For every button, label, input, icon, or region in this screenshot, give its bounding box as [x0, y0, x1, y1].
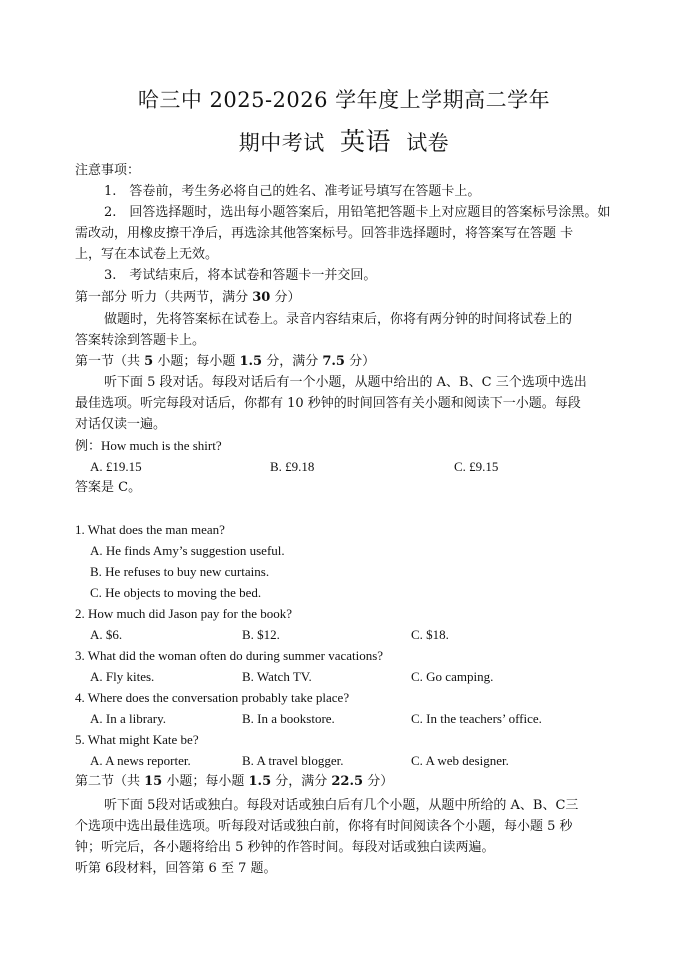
q5-option-a: A. A news reporter. [90, 753, 191, 768]
example-option-b: B. £9.18 [270, 459, 315, 474]
notice-heading: 注意事项： [75, 163, 141, 178]
notice-item-2-cont: 需改动，用橡皮擦干净后，再选涂其他答案标号。回答非选择题时，将答案写在答题 卡 [75, 226, 574, 241]
question-1: 1. What does the man mean? [75, 522, 225, 537]
notice-item-1: 1. 答卷前，考生务必将自己的姓名、准考证号填写在答题卡上。 [104, 184, 481, 199]
q1-option-a: A. He finds Amy’s suggestion useful. [90, 543, 285, 558]
q3-option-a: A. Fly kites. [90, 669, 155, 684]
question-3: 3. What did the woman often do during summer vacations? [75, 648, 384, 663]
q1-option-b: B. He refuses to buy new curtains. [90, 564, 270, 579]
section1-intro-line1: 听下面 5 段对话。每段对话后有一个小题，从题中给出的 A、B、C 三个选项中选出 [104, 375, 587, 390]
section2-heading: 第二节（共 15 小题；每小题 1.5 分，满分 22.5 分） [75, 774, 394, 789]
q4-option-c: C. In the teachers’ office. [411, 711, 542, 726]
title-exam-type: 期中考试 [238, 131, 325, 155]
section1-heading: 第一节（共 5 小题；每小题 1.5 分，满分 7.5 分） [75, 354, 376, 369]
section2-intro-line1: 听下面 5段对话或独白。每段对话或独白后有几个小题，从题中所给的 A、B、C三 [104, 798, 579, 813]
part1-heading: 第一部分 听力（共两节，满分 30 分） [75, 290, 301, 305]
section2-material-note: 听第 6段材料，回答第 6 至 7 题。 [75, 861, 277, 876]
q3-option-b: B. Watch TV. [242, 669, 312, 684]
example-option-c: C. £9.15 [454, 459, 499, 474]
section2-intro-line2: 个选项中选出最佳选项。听每段对话或独白前，你将有时间阅读各个小题，每小题 5 秒 [75, 819, 573, 834]
question-5: 5. What might Kate be? [75, 732, 199, 747]
exam-title-line2 [0, 122, 688, 158]
q2-option-c: C. $18. [411, 627, 449, 642]
section1-intro-line2: 最佳选项。听完每段对话后，你都有 10 秒钟的时间回答有关小题和阅读下一小题。每段 [75, 396, 581, 411]
example-option-a: A. £19.15 [90, 459, 142, 474]
notice-item-2-cont2: 上，写在本试卷上无效。 [75, 247, 219, 262]
part1-intro-line2: 答案转涂到答题卡上。 [75, 333, 206, 348]
example-question: 例：How much is the shirt? [75, 438, 222, 453]
exam-title-line1: 哈三中 2025-2026 学年度上学期高二学年 [137, 88, 551, 112]
q5-option-c: C. A web designer. [411, 753, 509, 768]
q4-option-b: B. In a bookstore. [242, 711, 335, 726]
q2-option-b: B. $12. [242, 627, 280, 642]
question-4: 4. Where does the conversation probably take place? [75, 690, 350, 705]
notice-item-3: 3. 考试结束后，将本试卷和答题卡一并交回。 [104, 268, 377, 283]
title-subject: 英语 [339, 127, 391, 156]
example-answer: 答案是 C。 [75, 480, 142, 495]
q3-option-c: C. Go camping. [411, 669, 494, 684]
notice-item-2: 2. 回答选择题时，选出每小题答案后，用铅笔把答题卡上对应题目的答案标号涂黑。如 [104, 205, 611, 220]
title-paper: 试卷 [406, 131, 450, 155]
question-2: 2. How much did Jason pay for the book? [75, 606, 292, 621]
q5-option-b: B. A travel blogger. [242, 753, 344, 768]
part1-intro-line1: 做题时，先将答案标在试卷上。录音内容结束后，你将有两分钟的时间将试卷上的 [104, 312, 573, 327]
q1-option-c: C. He objects to moving the bed. [90, 585, 262, 600]
section2-intro-line3: 钟；听完后，各小题将给出 5 秒钟的作答时间。每段对话或独白读两遍。 [75, 840, 495, 855]
q4-option-a: A. In a library. [90, 711, 167, 726]
q2-option-a: A. $6. [90, 627, 123, 642]
section1-intro-line3: 对话仅读一遍。 [75, 417, 167, 432]
